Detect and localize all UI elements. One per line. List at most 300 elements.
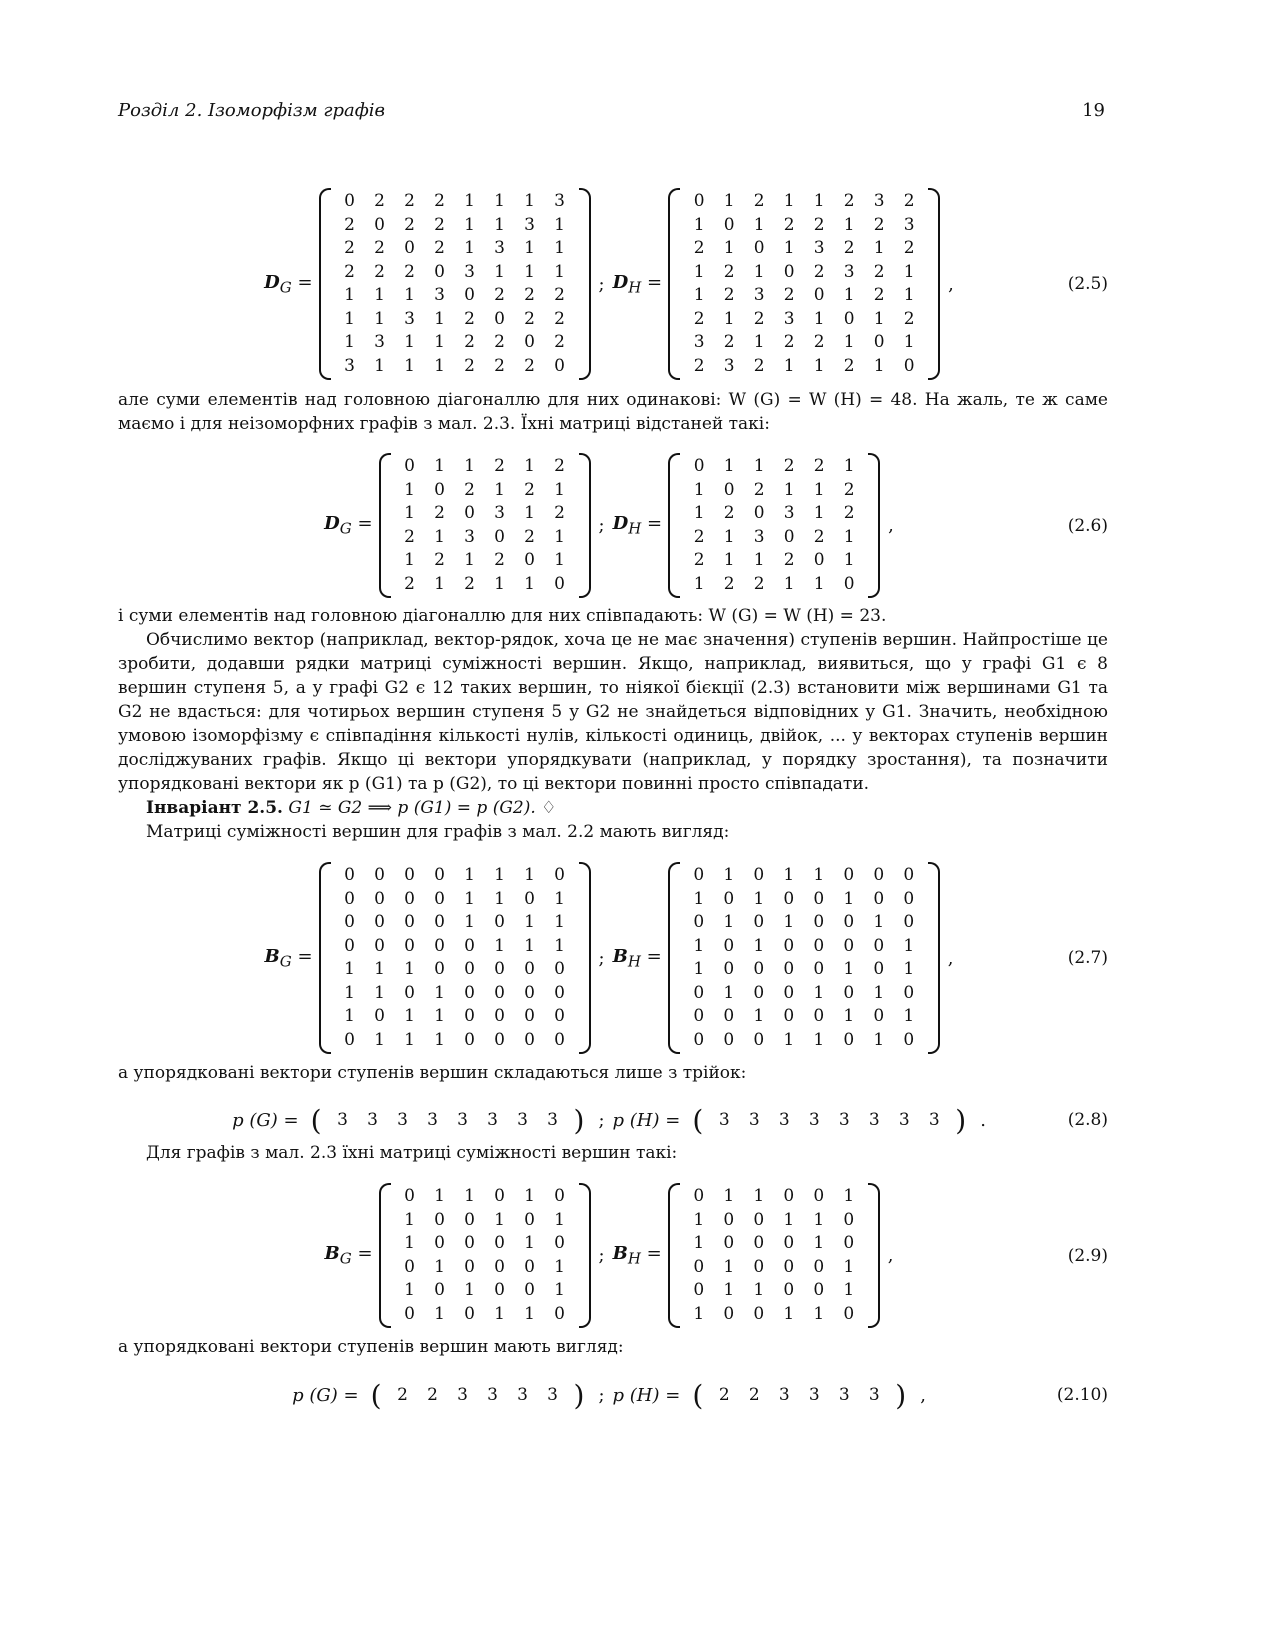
equation-2-9 <box>118 1183 1108 1328</box>
paragraph: і суми елементів над головною діагоналлю для них співпадають: W (G) = W (H) = 23. <box>118 606 887 626</box>
matrix-cell: 1 <box>344 332 355 352</box>
matrix-row <box>395 1185 575 1209</box>
matrix-cell: 0 <box>494 1029 505 1050</box>
equation-2-8 <box>118 1100 1108 1140</box>
matrix-cell: 0 <box>693 1029 705 1050</box>
matrix-cell: 1 <box>753 456 765 476</box>
matrix-row <box>684 573 864 597</box>
matrix-cell: 1 <box>903 1006 915 1026</box>
matrix-row <box>395 573 575 597</box>
matrix-cell: 0 <box>693 1280 705 1300</box>
vector-entry: 3 <box>547 1110 558 1130</box>
matrix-cell: 3 <box>903 214 915 235</box>
matrix-cell: 0 <box>494 526 505 547</box>
matrix-cell: 1 <box>524 191 535 211</box>
matrix-bh <box>668 862 940 1054</box>
matrix-cell: 2 <box>434 238 445 258</box>
matrix-cell: 0 <box>813 285 825 305</box>
matrix-cell: 1 <box>723 1186 735 1206</box>
matrix-cell: 1 <box>464 191 475 211</box>
matrix-cell: 2 <box>783 214 795 235</box>
matrix-cell: 0 <box>843 912 855 932</box>
matrix-cell: 2 <box>434 214 445 235</box>
matrix-cell: 0 <box>524 1029 535 1050</box>
matrix-cell: 2 <box>873 285 885 305</box>
matrix-cell: 2 <box>813 261 825 282</box>
paragraph: Обчислимо вектор (наприклад, вектор-рядок, хоча це не має значення) ступенів вершин. Найпростіше це зробити, додавши рядки матриці суміжності вершин. Якщо, наприклад, виявиться, що у графі G1 є 8 вершин ступеня 5, а у графі G2 є 12 таких вершин, то ніякої бієкції (2.3) встановити між вершинами G1 та G2 не вдасться: для чотирьох вершин ступеня 5 у G2 не знайдеться відповідних у G1. Значить, необхідною умовою ізоморфізму є співпадіння кількості нулів, кількості одиниць, двійок, ... у векторах ступенів вершин досліджуваних графів. Якщо ці вектори упорядкувати (наприклад, у порядку зростання), та позначити упорядковані вектори як p (G1) та p (G2), то ці вектори повинні просто співпадати. <box>118 630 1108 794</box>
matrix-cell: 1 <box>494 191 505 211</box>
matrix-cell: 1 <box>783 1209 795 1230</box>
matrix-cell: 0 <box>783 1256 795 1277</box>
matrix-cell: 1 <box>843 888 855 909</box>
vector-entry: 3 <box>517 1385 528 1405</box>
matrix-cell: 1 <box>723 1280 735 1300</box>
matrix-cell: 2 <box>344 238 355 258</box>
vector-entry: 3 <box>808 1385 820 1405</box>
matrix-row <box>684 1256 864 1280</box>
matrix-cell: 2 <box>693 238 705 258</box>
matrix-cell: 2 <box>524 526 535 547</box>
matrix-cell: 2 <box>723 285 735 305</box>
matrix-row <box>335 1029 575 1053</box>
matrix-cell: 2 <box>464 573 475 594</box>
matrix-cell: 2 <box>753 355 765 376</box>
matrix-cell: 0 <box>693 1256 705 1277</box>
matrix-cell: 1 <box>404 285 415 305</box>
lhs-bh: $B_H$ = <box>612 945 662 971</box>
paragraph: Для графів з мал. 2.3 їхні матриці суміжності вершин такі: <box>146 1143 678 1163</box>
vector-entry: 3 <box>487 1110 498 1130</box>
equation-2-10 <box>118 1375 1108 1415</box>
matrix-cell: 0 <box>434 865 445 885</box>
matrix-cell: 1 <box>843 214 855 235</box>
matrix-cell: 0 <box>524 332 535 352</box>
matrix-cell: 0 <box>434 261 445 282</box>
matrix-cell: 0 <box>554 1233 565 1253</box>
matrix-cell: 0 <box>813 888 825 909</box>
matrix-row <box>684 911 924 935</box>
matrix-cell: 0 <box>494 982 505 1003</box>
vector-entry: 3 <box>367 1110 378 1130</box>
matrix-cell: 0 <box>404 912 415 932</box>
matrix-cell: 1 <box>723 308 735 329</box>
matrix-cell: 1 <box>554 1280 565 1300</box>
matrix-cell: 0 <box>693 865 705 885</box>
matrix-cell: 2 <box>723 573 735 594</box>
matrix-cell: 1 <box>903 935 915 956</box>
matrix-cell: 2 <box>434 503 445 523</box>
matrix-cell: 1 <box>693 888 705 909</box>
matrix-row <box>684 1232 864 1256</box>
matrix-cell: 3 <box>374 332 385 352</box>
matrix-cell: 0 <box>404 1303 415 1324</box>
paragraph: а упорядковані вектори ступенів вершин складаються лише з трійок: <box>118 1063 747 1083</box>
matrix-cell: 1 <box>903 959 915 979</box>
matrix-cell: 2 <box>404 191 415 211</box>
matrix-cell: 1 <box>404 332 415 352</box>
matrix-cell: 1 <box>524 1233 535 1253</box>
matrix-cell: 2 <box>723 332 735 352</box>
matrix-cell: 1 <box>843 1280 855 1300</box>
matrix-row <box>684 549 864 573</box>
matrix-row <box>684 355 924 379</box>
vector-entry: 3 <box>778 1110 790 1130</box>
matrix-cell: 0 <box>344 191 355 211</box>
matrix-row <box>684 1303 864 1327</box>
matrix-cell: 1 <box>554 479 565 500</box>
vector-entry: 3 <box>547 1385 558 1405</box>
matrix-row <box>395 1232 575 1256</box>
matrix-cell: 0 <box>494 1280 505 1300</box>
lhs-ph: p (H) = <box>612 1109 681 1131</box>
matrix-cell: 0 <box>843 1303 855 1324</box>
matrix-cell: 0 <box>813 1256 825 1277</box>
vector-entry: 3 <box>718 1110 730 1130</box>
matrix-cell: 0 <box>524 888 535 909</box>
matrix-cell: 1 <box>494 479 505 500</box>
matrix-row <box>684 1005 924 1029</box>
vector-entry: 2 <box>718 1385 730 1405</box>
matrix-cell: 1 <box>374 1029 385 1050</box>
matrix-dh <box>668 188 940 380</box>
matrix-cell: 0 <box>843 865 855 885</box>
matrix-cell: 0 <box>783 959 795 979</box>
matrix-cell: 1 <box>813 191 825 211</box>
matrix-cell: 0 <box>554 982 565 1003</box>
matrix-cell: 1 <box>554 526 565 547</box>
vector-entry: 3 <box>457 1385 468 1405</box>
matrix-cell: 0 <box>783 1006 795 1026</box>
matrix-cell: 2 <box>843 238 855 258</box>
page-number: 19 <box>1082 100 1105 121</box>
matrix-row <box>335 190 575 214</box>
matrix-row <box>684 190 924 214</box>
matrix-cell: 0 <box>693 912 705 932</box>
matrix-cell: 1 <box>554 238 565 258</box>
matrix-cell: 1 <box>404 550 415 570</box>
matrix-cell: 2 <box>374 261 385 282</box>
matrix-cell: 1 <box>873 355 885 376</box>
matrix-cell: 0 <box>873 1006 885 1026</box>
matrix-cell: 0 <box>723 1209 735 1230</box>
matrix-cell: 1 <box>434 573 445 594</box>
running-header-chapter: Розділ 2. Ізоморфізм графів <box>118 100 386 121</box>
matrix-cell: 0 <box>524 1280 535 1300</box>
matrix-cell: 1 <box>843 1256 855 1277</box>
matrix-cell: 1 <box>554 912 565 932</box>
matrix-cell: 0 <box>404 1256 415 1277</box>
matrix-cell: 0 <box>404 865 415 885</box>
matrix-cell: 1 <box>464 550 475 570</box>
equation-2-7 <box>118 862 1108 1054</box>
matrix-cell: 0 <box>903 1029 915 1050</box>
vector-pg: ( 2 2 3 3 3 3 ) <box>370 1378 585 1412</box>
matrix-cell: 0 <box>843 982 855 1003</box>
matrix-cell: 0 <box>524 1256 535 1277</box>
matrix-cell: 2 <box>903 308 915 329</box>
matrix-cell: 2 <box>524 285 535 305</box>
matrix-cell: 0 <box>494 1006 505 1026</box>
matrix-cell: 0 <box>464 1256 475 1277</box>
matrix-cell: 0 <box>843 573 855 594</box>
matrix-row <box>395 455 575 479</box>
matrix-cell: 2 <box>903 238 915 258</box>
matrix-cell: 0 <box>344 935 355 956</box>
matrix-row <box>395 549 575 573</box>
matrix-cell: 1 <box>693 935 705 956</box>
matrix-cell: 0 <box>374 888 385 909</box>
matrix-cell: 1 <box>903 285 915 305</box>
punctuation: , <box>920 1384 926 1406</box>
matrix-cell: 1 <box>753 214 765 235</box>
matrix-cell: 1 <box>344 308 355 329</box>
matrix-cell: 2 <box>843 355 855 376</box>
lhs-dh: $D_H$ = <box>612 513 663 538</box>
matrix-cell: 1 <box>813 982 825 1003</box>
matrix-cell: 1 <box>524 935 535 956</box>
matrix-cell: 1 <box>813 1209 825 1230</box>
matrix-cell: 3 <box>873 191 885 211</box>
matrix-cell: 1 <box>693 261 705 282</box>
vector-entry: 3 <box>808 1110 820 1130</box>
matrix-cell: 1 <box>554 214 565 235</box>
matrix-row <box>335 261 575 285</box>
matrix-cell: 1 <box>753 1006 765 1026</box>
matrix-cell: 1 <box>524 503 535 523</box>
matrix-cell: 0 <box>813 935 825 956</box>
matrix-cell: 2 <box>464 332 475 352</box>
matrix-cell: 0 <box>494 1186 505 1206</box>
matrix-cell: 0 <box>753 1029 765 1050</box>
matrix-cell: 1 <box>783 191 795 211</box>
matrix-cell: 1 <box>344 285 355 305</box>
matrix-cell: 1 <box>723 982 735 1003</box>
matrix-cell: 0 <box>783 526 795 547</box>
matrix-cell: 1 <box>494 214 505 235</box>
matrix-cell: 0 <box>434 912 445 932</box>
matrix-cell: 1 <box>464 912 475 932</box>
matrix-cell: 0 <box>753 1209 765 1230</box>
matrix-cell: 0 <box>494 912 505 932</box>
matrix-cell: 0 <box>494 1256 505 1277</box>
matrix-cell: 3 <box>464 261 475 282</box>
matrix-cell: 1 <box>404 1029 415 1050</box>
matrix-cell: 1 <box>554 550 565 570</box>
matrix-cell: 1 <box>434 456 445 476</box>
matrix-cell: 1 <box>723 526 735 547</box>
matrix-cell: 0 <box>723 1006 735 1026</box>
matrix-cell: 1 <box>464 1186 475 1206</box>
matrix-cell: 1 <box>843 959 855 979</box>
invariant: Інваріант 2.5. G1 ≃ G2 ⟹ p (G1) = p (G2). ♢ <box>146 798 557 818</box>
matrix-cell: 0 <box>464 1006 475 1026</box>
separator: ; <box>598 515 605 536</box>
matrix-cell: 1 <box>843 285 855 305</box>
matrix-cell: 0 <box>873 888 885 909</box>
matrix-cell: 1 <box>374 982 385 1003</box>
matrix-cell: 1 <box>524 238 535 258</box>
matrix-cell: 3 <box>494 503 505 523</box>
matrix-row <box>684 261 924 285</box>
matrix-cell: 2 <box>813 456 825 476</box>
matrix-cell: 2 <box>783 550 795 570</box>
vector-entry: 2 <box>427 1385 438 1405</box>
matrix-cell: 1 <box>434 1256 445 1277</box>
matrix-row <box>335 888 575 912</box>
matrix-cell: 0 <box>753 982 765 1003</box>
matrix-cell: 1 <box>753 888 765 909</box>
matrix-cell: 2 <box>494 355 505 376</box>
matrix-cell: 1 <box>434 1186 445 1206</box>
matrix-cell: 0 <box>903 888 915 909</box>
matrix-cell: 0 <box>374 912 385 932</box>
matrix-cell: 0 <box>464 959 475 979</box>
matrix-cell: 0 <box>404 888 415 909</box>
matrix-cell: 1 <box>843 456 855 476</box>
matrix-row <box>395 526 575 550</box>
matrix-cell: 0 <box>693 191 705 211</box>
matrix-cell: 3 <box>723 355 735 376</box>
vector-ph: ( 2 2 3 3 3 3 ) <box>692 1378 907 1412</box>
matrix-cell: 0 <box>434 959 445 979</box>
matrix-cell: 1 <box>873 912 885 932</box>
matrix-cell: 3 <box>464 526 475 547</box>
matrix-row <box>684 331 924 355</box>
matrix-cell: 1 <box>554 888 565 909</box>
matrix-cell: 1 <box>723 912 735 932</box>
matrix-cell: 0 <box>464 285 475 305</box>
matrix-cell: 1 <box>464 456 475 476</box>
matrix-cell: 2 <box>843 191 855 211</box>
matrix-cell: 2 <box>753 308 765 329</box>
matrix-cell: 1 <box>434 1006 445 1026</box>
matrix-cell: 0 <box>783 1233 795 1253</box>
vector-entry: 3 <box>838 1110 850 1130</box>
matrix-cell: 0 <box>753 238 765 258</box>
matrix-cell: 1 <box>753 935 765 956</box>
matrix-row <box>395 1303 575 1327</box>
matrix-cell: 1 <box>344 959 355 979</box>
matrix-row <box>335 308 575 332</box>
matrix-cell: 1 <box>693 285 705 305</box>
matrix-cell: 0 <box>783 1186 795 1206</box>
matrix-cell: 0 <box>903 865 915 885</box>
matrix-cell: 0 <box>693 1186 705 1206</box>
matrix-cell: 1 <box>494 888 505 909</box>
matrix-cell: 1 <box>873 308 885 329</box>
matrix-cell: 0 <box>723 1303 735 1324</box>
matrix-cell: 2 <box>554 503 565 523</box>
matrix-cell: 1 <box>813 355 825 376</box>
matrix-cell: 0 <box>434 935 445 956</box>
matrix-cell: 1 <box>843 1006 855 1026</box>
matrix-cell: 1 <box>374 355 385 376</box>
vector-entry: 3 <box>427 1110 438 1130</box>
matrix-cell: 0 <box>753 865 765 885</box>
matrix-cell: 2 <box>494 550 505 570</box>
matrix-cell: 0 <box>783 982 795 1003</box>
lhs-bh: $B_H$ = <box>612 1243 662 1268</box>
matrix-cell: 1 <box>404 959 415 979</box>
matrix-cell: 1 <box>783 355 795 376</box>
matrix-cell: 1 <box>723 238 735 258</box>
matrix-cell: 2 <box>753 479 765 500</box>
matrix-cell: 0 <box>554 1186 565 1206</box>
matrix-cell: 1 <box>374 959 385 979</box>
matrix-cell: 1 <box>434 355 445 376</box>
matrix-cell: 0 <box>873 332 885 352</box>
matrix-cell: 2 <box>813 332 825 352</box>
matrix-cell: 1 <box>464 865 475 885</box>
paragraph: Матриці суміжності вершин для графів з мал. 2.2 мають вигляд: <box>146 822 730 842</box>
lhs-bg: $B_G$ = <box>264 945 313 971</box>
matrix-cell: 0 <box>753 912 765 932</box>
matrix-cell: 2 <box>464 308 475 329</box>
matrix-cell: 0 <box>813 912 825 932</box>
matrix-row <box>335 331 575 355</box>
matrix-cell: 1 <box>723 456 735 476</box>
matrix-cell: 0 <box>753 1233 765 1253</box>
vector-entry: 3 <box>868 1110 880 1130</box>
matrix-cell: 1 <box>404 1006 415 1026</box>
matrix-cell: 1 <box>404 503 415 523</box>
matrix-cell: 1 <box>903 261 915 282</box>
separator: , <box>888 515 894 536</box>
matrix-cell: 0 <box>554 573 565 594</box>
matrix-cell: 0 <box>344 888 355 909</box>
vector-entry: 3 <box>748 1110 760 1130</box>
matrix-cell: 2 <box>494 332 505 352</box>
paragraph: а упорядковані вектори ступенів вершин мають вигляд: <box>118 1337 624 1357</box>
separator: , <box>948 273 954 295</box>
matrix-cell: 0 <box>374 214 385 235</box>
matrix-row <box>684 1209 864 1233</box>
lhs-dh: $D_H$ = <box>612 271 663 297</box>
matrix-cell: 1 <box>554 935 565 956</box>
matrix-cell: 1 <box>524 573 535 594</box>
matrix-cell: 0 <box>464 982 475 1003</box>
matrix-dh <box>668 453 880 598</box>
matrix-cell: 0 <box>524 959 535 979</box>
matrix-cell: 1 <box>494 865 505 885</box>
vector-entry: 3 <box>868 1385 880 1405</box>
matrix-cell: 0 <box>344 912 355 932</box>
matrix-row <box>335 237 575 261</box>
matrix-cell: 2 <box>783 332 795 352</box>
matrix-cell: 1 <box>464 1280 475 1300</box>
matrix-cell: 1 <box>693 479 705 500</box>
matrix-cell: 1 <box>783 573 795 594</box>
matrix-cell: 3 <box>783 308 795 329</box>
matrix-cell: 0 <box>843 1209 855 1230</box>
matrix-cell: 1 <box>753 550 765 570</box>
matrix-row <box>684 1279 864 1303</box>
matrix-cell: 0 <box>783 1280 795 1300</box>
vector-entry: 2 <box>748 1385 760 1405</box>
matrix-row <box>684 864 924 888</box>
matrix-cell: 1 <box>693 503 705 523</box>
matrix-cell: 0 <box>554 959 565 979</box>
matrix-dg <box>319 188 591 380</box>
matrix-cell: 2 <box>374 191 385 211</box>
matrix-row <box>684 502 864 526</box>
lhs-dg: $D_G$ = <box>324 513 373 538</box>
matrix-cell: 0 <box>693 456 705 476</box>
matrix-cell: 0 <box>554 1029 565 1050</box>
matrix-cell: 0 <box>554 865 565 885</box>
matrix-cell: 2 <box>843 479 855 500</box>
matrix-cell: 0 <box>524 982 535 1003</box>
